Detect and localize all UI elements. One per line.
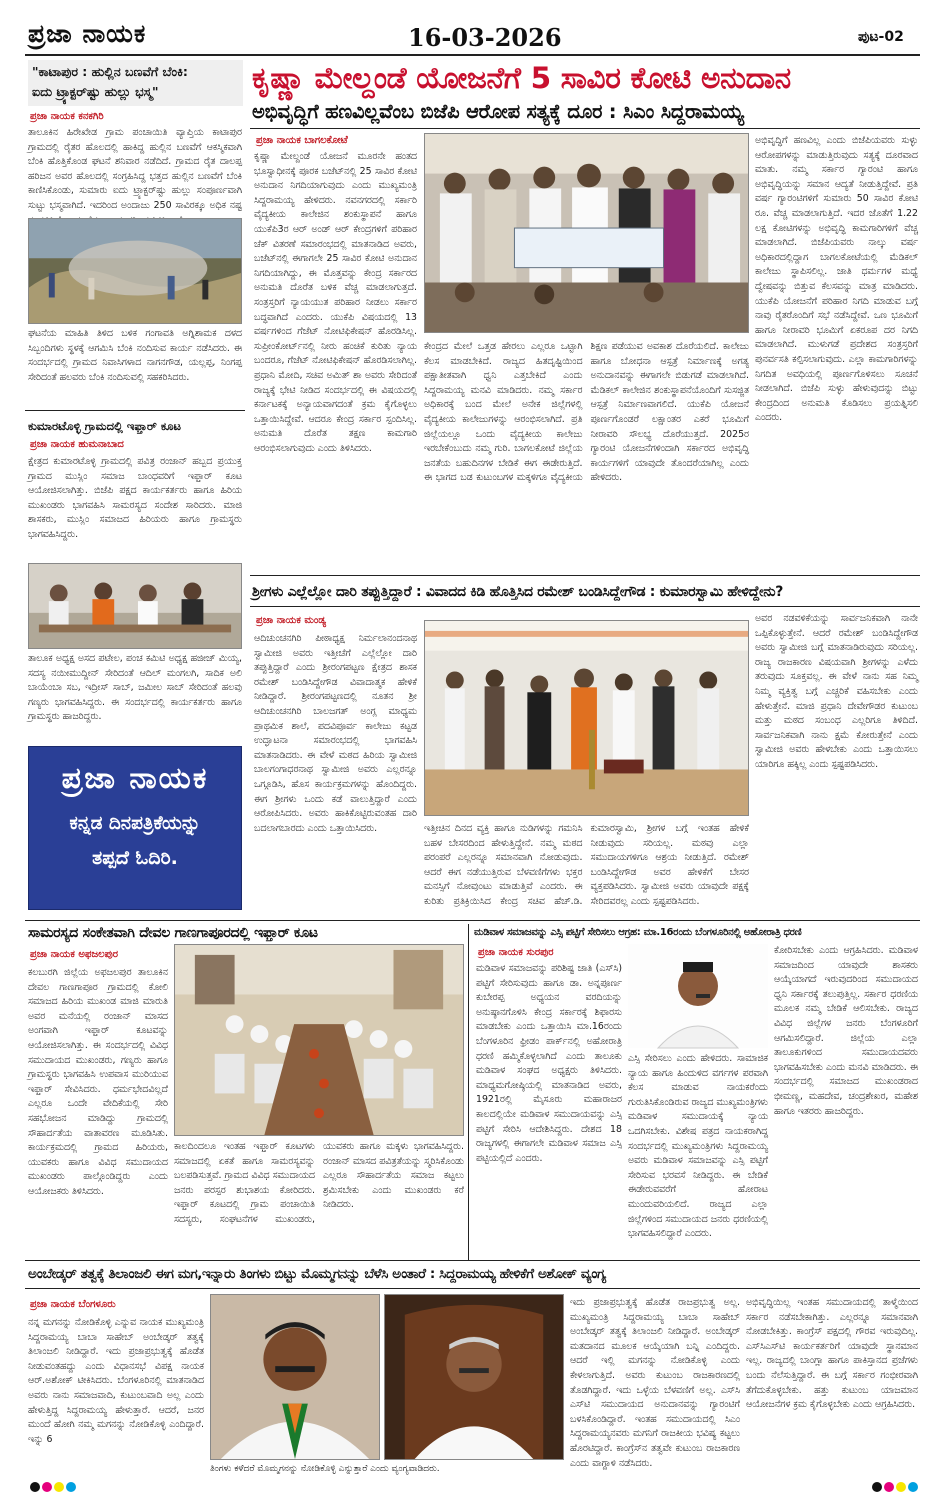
iftar-story-headline: ಕುಮಾರಟೊಳ್ಳಿ ಗ್ರಾಮದಲ್ಲಿ ಇಫ್ತಾರ್ ಕೂಟ [28, 419, 182, 433]
fire-photo [28, 218, 242, 324]
reg-dot-yellow [54, 1482, 64, 1492]
story4-headline: ಮಡಿವಾಳ ಸಮಾಜವನ್ನು ಎಸ್ಸಿ ಪಟ್ಟಿಗೆ ಸೇರಿಸಲು ಆಗ್ರಹ: ಮಾ.16ರಂದು ಬೆಂಗಳೂರಿನಲ್ಲಿ ಅಹೋರಾತ್ರಿ ಧರಣಿ [474, 927, 802, 938]
lead-subheadline: ಅಭಿವೃದ್ಧಿಗೆ ಹಣವಿಲ್ಲವೆಂಬ ಬಿಜೆಪಿ ಆರೋಪ ಸತ್ಯಕ್ಕೆ ದೂರ : ಸಿಎಂ ಸಿದ್ದರಾಮಯ್ಯ [252, 100, 744, 123]
story4-col2: ಎಸ್ಸಿ ಸೇರಿಸಲು ಎಂದು ಹೇಳಿದರು. ಸಾಮಾಜಿಕ ನ್ಯಾಯ ಹಾಗೂ ಹಿಂದುಳಿದ ವರ್ಗಗಳ ಪರವಾಗಿ ಕೆಲಸ ಮಾಡುವ ನಾಯಕರೆಂದು ಗುರುತಿಸಿಕೊಂಡಿರುವ ರಾಜ್ಯದ ಮುಖ್ಯಮಂತ್ರಿಗಳು ಮಡಿವಾಳ ಸಮುದಾಯಕ್ಕೆ ನ್ಯಾಯ ಒದಗಿಸಬೇಕು. ವಿಶೇಷ ಪತ್ರದ ನಾಯಕರಾಗಿದ್ದ ಸಂದರ್ಭದಲ್ಲಿ ಮುಖ್ಯಮಂತ್ರಿಗಳು ಸಿದ್ದರಾಮಯ್ಯ ಅವರು ಮಡಿವಾಳ ಸಮಾಜವನ್ನು ಎಸ್ಸಿ ಪಟ್ಟಿಗೆ ಸೇರಿಸುವ ಭರವಸೆ ನೀಡಿದ್ದರು. ಈ ಬೇಡಿಕೆ ಈಡೇರುವವರೆಗೆ ಹೋರಾಟ ಮುಂದುವರಿಯಲಿದೆ. ರಾಜ್ಯದ ಎಲ್ಲಾ ಜಿಲ್ಲೆಗಳಿಂದ ಸಮುದಾಯದ ಜನರು ಧರಣಿಯಲ್ಲಿ ಭಾಗವಹಿಸಲಿದ್ದಾರೆ ಎಂದರು. [628, 1053, 769, 1240]
fire-story-headline: "ಕಾಟಾಪುರ : ಹುಲ್ಲಿನ ಬಣವೆಗೆ ಬೆಂಕಿ: ಐದು ಟ್ರ್ಯಾಕ್ಟರ್‌ಷ್ಟು ಹುಲ್ಲು ಭಸ್ಮ" [28, 60, 243, 106]
reg-dot-cyan [908, 1482, 918, 1492]
lead-photo [424, 133, 749, 333]
story4-col3: ಕೋರಿಸಬೇಕು ಎಂದು ಆಗ್ರಹಿಸಿದರು. ಮಡಿವಾಳ ಸಮಾಜದಿಂದ ಯಾವುದೇ ಶಾಸಕರು ಆಯ್ಕೆಯಾಗದೆ ಇರುವುದರಿಂದ ಸಮುದಾಯದ ಧ್ವನಿ ಸರ್ಕಾರಕ್ಕೆ ತಲುಪುತ್ತಿಲ್ಲ. ಸರ್ಕಾರ ಧರಣಿಯ ಮೂಲಕ ನಮ್ಮ ಬೇಡಿಕೆ ಆಲಿಸಬೇಕು. ರಾಜ್ಯದ ವಿವಿಧ ಜಿಲ್ಲೆಗಳ ಜನರು ಬೆಂಗಳೂರಿಗೆ ಆಗಮಿಸಲಿದ್ದಾರೆ. ಜಿಲ್ಲೆಯ ಎಲ್ಲಾ ತಾಲೂಕುಗಳಿಂದ ಸಮುದಾಯದವರು ಭಾಗವಹಿಸಬೇಕು ಎಂದು ಮನವಿ ಮಾಡಿದರು. ಈ ಸಂದರ್ಭದಲ್ಲಿ ಸಮಾಜದ ಮುಖಂಡರಾದ ಭೀಮಣ್ಣ, ಮಹದೇವ, ಚಂದ್ರಶೇಖರ, ಮಹೇಶ ಹಾಗೂ ಇತರರು ಹಾಜರಿದ್ದರು. [774, 945, 918, 1117]
fire-story-body-cont: ಘಟನೆಯ ಮಾಹಿತಿ ತಿಳಿದ ಬಳಿಕ ಗಂಗಾವತಿ ಅಗ್ನಿಶಾಮಕ ದಳದ ಸಿಬ್ಬಂದಿಗಳು ಸ್ಥಳಕ್ಕೆ ಆಗಮಿಸಿ ಬೆಂಕಿ ನಂದಿಸುವ ಕಾರ್ಯ ನಡೆಸಿದರು. ಈ ಸಂದರ್ಭದಲ್ಲಿ ಗ್ರಾಮದ ನಿವಾಸಿಗಳಾದ ನಾಗನಗೌಡ, ಯಲ್ಲಪ್ಪ, ನಿಂಗಪ್ಪ ಸೇರಿದಂತೆ ಹಲವರು ಬೆಂಕಿ ನಂದಿಸುವಲ್ಲಿ ಸಹಕರಿಸಿದರು. [28, 328, 242, 383]
story4-photo [628, 944, 768, 1048]
reg-dot-yellow [896, 1482, 906, 1492]
reg-dot-black [872, 1482, 882, 1492]
fire-story-body: ತಾಲೂಕಿನ ಹಿರೇಖೇಡ ಗ್ರಾಮ ಪಂಚಾಯಿತಿ ವ್ಯಾಪ್ತಿಯ ಕಾಟಾಪುರ ಗ್ರಾಮದಲ್ಲಿ ರೈತರ ಹೊಲದಲ್ಲಿ ಹಾಕಿದ್ದ ಹುಲ್ಲಿನ ಬಣವೆಗೆ ಆಕಸ್ಮಿಕವಾಗಿ ಬೆಂಕಿ ಹೊತ್ತಿಕೊಂಡ ಘಟನೆ ಶನಿವಾರ ನಡೆದಿದೆ. ಗ್ರಾಮದ ರೈತ ದಾಲಪ್ಪ ಹರಿಜನ ಅವರ ಹೊಲದಲ್ಲಿ ಸಂಗ್ರಹಿಸಿದ್ದ ಭತ್ತದ ಹುಲ್ಲಿನ ಬಣವೆಗೆ ಬೆಂಕಿ ಕಾಣಿಸಿಕೊಂಡು, ಸುಮಾರು ಐದು ಟ್ರ್ಯಾಕ್ಟರ್‌ಷ್ಟು ಹುಲ್ಲು ಸಂಪೂರ್ಣವಾಗಿ ಸುಟ್ಟು ಭಸ್ಮವಾಗಿದೆ. ಇದರಿಂದ ಅಂದಾಜು 250 ಸಾವಿರಕ್ಕೂ ಅಧಿಕ ನಷ್ಟ [28, 127, 242, 211]
story2-byline: ಪ್ರಜಾ ನಾಯಕ ಮಂಡ್ಯ [256, 615, 327, 626]
promo-line2: ಕನ್ನಡ ದಿನಪತ್ರಿಕೆಯನ್ನು [69, 813, 201, 834]
masthead-bar [0, 0, 945, 54]
lead-col2: ಕೇಂದ್ರದ ಮೇಲೆ ಒತ್ತಡ ಹೇರಲು ಎಲ್ಲರೂ ಒಟ್ಟಾಗಿ ಕೆಲಸ ಮಾಡಬೇಕಿದೆ. ರಾಜ್ಯದ ಹಿತದೃಷ್ಟಿಯಿಂದ ಪಕ್ಷಾತೀತವಾಗಿ ಧ್ವನಿ ಎತ್ತಬೇಕಿದೆ ಎಂದು ಸಿದ್ದರಾಮಯ್ಯ ಮನವಿ ಮಾಡಿದರು. ನಮ್ಮ ಸರ್ಕಾರ ಅಧಿಕಾರಕ್ಕೆ ಬಂದ ಮೇಲೆ ಅನೇಕ ಜಿಲ್ಲೆಗಳಲ್ಲಿ ವೈದ್ಯಕೀಯ ಕಾಲೇಜುಗಳನ್ನು ಆರಂಭಿಸಲಾಗಿದೆ. ಪ್ರತಿ ಜಿಲ್ಲೆಯಲ್ಲೂ ಒಂದು ವೈದ್ಯಕೀಯ ಕಾಲೇಜು ಇರಬೇಕೆಂಬುದು ನಮ್ಮ ಗುರಿ. ಬಾಗಲಕೋಟೆ ಜಿಲ್ಲೆಯ ಜನತೆಯ ಬಹುದಿನಗಳ ಬೇಡಿಕೆ ಈಗ ಈಡೇರುತ್ತಿದೆ. ಈ ಭಾಗದ ಬಡ ಕುಟುಂಬಗಳ ಮಕ್ಕಳಿಗೂ ವೈದ್ಯಕೀಯ ಶಿಕ್ಷಣ ಪಡೆಯುವ ಅವಕಾಶ ದೊರೆಯಲಿದೆ. ಕಾಲೇಜು ಹಾಗೂ ಬೋಧನಾ ಆಸ್ಪತ್ರೆ ನಿರ್ಮಾಣಕ್ಕೆ ಅಗತ್ಯ ಅನುದಾನವನ್ನು ಈಗಾಗಲೇ ಬಿಡುಗಡೆ ಮಾಡಲಾಗಿದೆ. ಮೆಡಿಕಲ್ ಕಾಲೇಜಿನ ಶಂಕುಸ್ಥಾಪನೆಯೊಂದಿಗೆ ಸುಸಜ್ಜಿತ ಆಸ್ಪತ್ರೆ ನಿರ್ಮಾಣವಾಗಲಿದೆ. ಯುಕೆಪಿ ಯೋಜನೆ ಪೂರ್ಣಗೊಂಡರೆ ಲಕ್ಷಾಂತರ ಎಕರೆ ಭೂಮಿಗೆ ನೀರಾವರಿ ಸೌಲಭ್ಯ ದೊರೆಯುತ್ತದೆ. 2025ರ ಗ್ಯಾರಂಟಿ ಯೋಜನೆಗಳಿಂದಾಗಿ ಸರ್ಕಾರದ ಅಭಿವೃದ್ಧಿ ಕಾರ್ಯಗಳಿಗೆ ಯಾವುದೇ ತೊಂದರೆಯಾಗಿಲ್ಲ ಎಂದು ಹೇಳಿದರು. [424, 341, 749, 484]
reg-dot-magenta [884, 1482, 894, 1492]
story5-col1: ನನ್ನ ಮಗನನ್ನು ನೋಡಿಕೊಳ್ಳಿ ಎನ್ನುವ ನಾಯಕ ಮುಖ್ಯಮಂತ್ರಿ ಸಿದ್ದರಾಮಯ್ಯ ಬಾಬಾ ಸಾಹೇಬ್ ಅಂಬೇಡ್ಕರ್ ತತ್ವಕ್ಕೆ ತಿಲಾಂಜಲಿ ನೀಡಿದ್ದಾರೆ. ಇದು ಪ್ರಜಾಪ್ರಭುತ್ವಕ್ಕೆ ಹೊಡೆತ ನೀಡುವಂತಹದ್ದು ಎಂದು ವಿಧಾನಸಭೆ ವಿಪಕ್ಷ ನಾಯಕ ಆರ್.ಅಶೋಕ್ ಟೀಕಿಸಿದರು. ಬೆಂಗಳೂರಿನಲ್ಲಿ ಮಾತನಾಡಿದ ಅವರು ನಾನು ಸಮಾಜವಾದಿ, ಕುಟುಂಬವಾದಿ ಅಲ್ಲ ಎಂದು ಹೇಳುತ್ತಿದ್ದ ಸಿದ್ದರಾಮಯ್ಯ ಹೇಳುತ್ತಾರೆ. ಆದರೆ, ಜನರ ಮುಂದೆ ಹೋಗಿ ನಮ್ಮ ಮಗನನ್ನು ನೋಡಿಕೊಳ್ಳಿ ಎಂದಿದ್ದಾರೆ. ಇನ್ನು 6 [28, 1317, 204, 1445]
iftar-photo-left [28, 563, 242, 649]
story5-byline: ಪ್ರಜಾ ನಾಯಕ ಬೆಂಗಳೂರು [30, 1299, 116, 1310]
page-number: ಪುಟ-02 [858, 29, 904, 45]
story5-photo-caption: ತಿಂಗಳು ಕಳೆದರೆ ಮೊಮ್ಮಗನನ್ನು ನೋಡಿಕೊಳ್ಳಿ ಎನ್ನುತ್ತಾರೆ ಎಂದು ವ್ಯಂಗ್ಯವಾಡಿದರು. [210, 1464, 440, 1474]
story3-byline: ಪ್ರಜಾ ನಾಯಕ ಅಫಜಲಪುರ [30, 949, 118, 960]
fire-story-byline: ಪ್ರಜಾ ನಾಯಕ ಕನಕಗಿರಿ [30, 111, 104, 122]
paper-name: ಪ್ರಜಾ ನಾಯಕ [28, 19, 147, 48]
lead-col3: ಅಭಿವೃದ್ಧಿಗೆ ಹಣವಿಲ್ಲ ಎಂದು ಬಿಜೆಪಿಯವರು ಸುಳ್ಳು ಆರೋಪಗಳನ್ನು ಮಾಡುತ್ತಿರುವುದು ಸತ್ಯಕ್ಕೆ ದೂರವಾದ ಮಾತು. ನಮ್ಮ ಸರ್ಕಾರ ಗ್ಯಾರಂಟಿ ಹಾಗೂ ಅಭಿವೃದ್ಧಿಯನ್ನು ಸಮಾನ ಆದ್ಯತೆ ನೀಡುತ್ತಿದ್ದೇವೆ. ಪ್ರತಿ ವರ್ಷ ಗ್ಯಾರಂಟಿಗಳಿಗೆ ಸುಮಾರು 50 ಸಾವಿರ ಕೋಟಿ ರೂ. ವೆಚ್ಚ ಮಾಡಲಾಗುತ್ತಿದೆ. ಇದರ ಜೊತೆಗೆ 1.22 ಲಕ್ಷ ಕೋಟಿಗಳನ್ನು ಅಭಿವೃದ್ಧಿ ಕಾಮಗಾರಿಗಳಿಗೆ ವೆಚ್ಚ ಮಾಡಲಾಗಿದೆ. ಬಿಜೆಪಿಯವರು ನಾಲ್ಕು ವರ್ಷ ಅಧಿಕಾರದಲ್ಲಿದ್ದಾಗ ಬಾಗಲಕೋಟೆಯಲ್ಲಿ ಮೆಡಿಕಲ್ ಕಾಲೇಜು ಸ್ಥಾಪಿಸಲಿಲ್ಲ. ಜಾತಿ ಧರ್ಮಗಳ ಮಧ್ಯೆ ದ್ವೇಷವನ್ನು ಬಿತ್ತುವ ಕೆಲಸವನ್ನು ಮಾತ್ರ ಮಾಡಿದರು. ಯುಕೆಪಿ ಯೋಜನೆಗೆ ಪರಿಹಾರ ನಿಗದಿ ಮಾಡುವ ಬಗ್ಗೆ ನಾವು ರೈತರೊಂದಿಗೆ ಸಭೆ ನಡೆಸಿದ್ದೇವೆ. ಒಣ ಭೂಮಿಗೆ ಹಾಗೂ ನೀರಾವರಿ ಭೂಮಿಗೆ ಏಕರೂಪ ದರ ನಿಗದಿ ಮಾಡಲಾಗಿದೆ. ಮುಳುಗಡೆ ಪ್ರದೇಶದ ಸಂತ್ರಸ್ತರಿಗೆ ಪುನರ್ವಸತಿ ಕಲ್ಪಿಸಲಾಗುವುದು. ಎಲ್ಲಾ ಕಾಮಗಾರಿಗಳನ್ನು ನಿಗದಿತ ಅವಧಿಯಲ್ಲಿ ಪೂರ್ಣಗೊಳಿಸಲು ಸೂಚನೆ ನೀಡಲಾಗಿದೆ. ಬಿಜೆಪಿ ಸುಳ್ಳು ಹೇಳುವುದನ್ನು ಬಿಟ್ಟು ಕೇಂದ್ರದಿಂದ ಅನುಮತಿ ಕೊಡಿಸಲು ಪ್ರಯತ್ನಿಸಲಿ ಎಂದರು. [755, 135, 918, 424]
reg-dot-black [30, 1482, 40, 1492]
story3-photo [174, 944, 464, 1136]
story3-col2: ಕಾಲದಿಂದಲೂ ಇಂತಹ ಇಫ್ತಾರ್ ಕೂಟಗಳು ಸಮಾಜದಲ್ಲಿ ಏಕತೆ ಹಾಗೂ ಸಾಮರಸ್ಯವನ್ನು ಬಲಪಡಿಸುತ್ತವೆ. ಗ್ರಾಮದ ವಿವಿಧ ಸಮುದಾಯದ ಜನರು ಪರಸ್ಪರ ಶುಭಾಶಯ ಕೋರಿದರು. ಇಫ್ತಾರ್ ಕೂಟದಲ್ಲಿ ಗ್ರಾಮ ಪಂಚಾಯಿತಿ ಸದಸ್ಯರು, ಸಂಘಟನೆಗಳ ಮುಖಂಡರು, ಯುವಕರು ಹಾಗೂ ಮಕ್ಕಳು ಭಾಗವಹಿಸಿದ್ದರು. ರಂಜಾನ್ ಮಾಸದ ಪವಿತ್ರತೆಯನ್ನು ಸ್ಮರಿಸಿಕೊಂಡು ಎಲ್ಲರೂ ಸೌಹಾರ್ದತೆಯ ಸಮಾಜ ಕಟ್ಟಲು ಶ್ರಮಿಸಬೇಕು ಎಂದು ಮುಖಂಡರು ಕರೆ ನೀಡಿದರು. [174, 1141, 464, 1225]
story3-col1: ಕಲಬುರಗಿ ಜಿಲ್ಲೆಯ ಅಫಜಲಪುರ ತಾಲೂಕಿನ ದೇವಲ ಗಾಣಗಾಪೂರ ಗ್ರಾಮದಲ್ಲಿ ಕೋಲಿ ಸಮಾಜದ ಹಿರಿಯ ಮುಖಂಡ ಮಾಜಿ ಮಾರುತಿ ಅವರ ಮನೆಯಲ್ಲಿ ರಂಜಾನ್ ಮಾಸದ ಅಂಗವಾಗಿ ಇಫ್ತಾರ್ ಕೂಟವನ್ನು ಆಯೋಜಿಸಲಾಗಿತ್ತು. ಈ ಸಂದರ್ಭದಲ್ಲಿ ವಿವಿಧ ಸಮುದಾಯದ ಮುಖಂಡರು, ಗಣ್ಯರು ಹಾಗೂ ಗ್ರಾಮಸ್ಥರು ಭಾಗವಹಿಸಿ ಉಪವಾಸ ಮುರಿಯುವ ಇಫ್ತಾರ್ ಸೇವಿಸಿದರು. ಧರ್ಮಭೇದವಿಲ್ಲದೆ ಎಲ್ಲರೂ ಒಂದೇ ವೇದಿಕೆಯಲ್ಲಿ ಸೇರಿ ಸಹಭೋಜನ ಮಾಡಿದ್ದು ಗ್ರಾಮದಲ್ಲಿ ಸೌಹಾರ್ದತೆಯ ವಾತಾವರಣ ಮೂಡಿಸಿತು. ಕಾರ್ಯಕ್ರಮದಲ್ಲಿ ಗ್ರಾಮದ ಹಿರಿಯರು, ಯುವಕರು ಹಾಗೂ ವಿವಿಧ ಸಮುದಾಯದ ಮುಖಂಡರು ಪಾಲ್ಗೊಂಡಿದ್ದರು ಎಂದು ಆಯೋಜಕರು ತಿಳಿಸಿದರು. [28, 967, 168, 1197]
iftar-story-body-cont: ತಾಲೂಕ ಅಧ್ಯಕ್ಷ ಅಸದ ಪಟೇಲ, ಪಂಚ ಕಮಿಟಿ ಅಧ್ಯಕ್ಷ ಹಜೀಜ್ ಮಿಯ್ಯ, ಸದಸ್ಯ ನಯೀಮುದ್ದೀನ್ ಸೇರಿದಂತೆ ಆದಿಲ್ ಮಂಗಲಗಿ, ಸಾದಿಕ ಅಲಿ ಬಾಯೆಂಬಾ ಸಬ, ಇದ್ರೀಸ್ ಸಾಬ್, ಜಮೀಲ ಸಾಬ್ ಸೇರಿದಂತೆ ಹಲವು ಗಣ್ಯರು ಭಾಗವಹಿಸಿದ್ದರು. ಈ ಸಂದರ್ಭದಲ್ಲಿ ಕಾರ್ಯಕರ್ತರು ಹಾಗೂ ಗ್ರಾಮಸ್ಥರು ಹಾಜರಿದ್ದರು. [28, 653, 242, 723]
iftar-story-byline: ಪ್ರಜಾ ನಾಯಕ ಹುಮನಾಬಾದ [30, 439, 124, 450]
story5-col2: ಇದು ಪ್ರಜಾಪ್ರಭುತ್ವಕ್ಕೆ ಹೊಡೆತ ರಾಜಪ್ರಭುತ್ವ ಅಲ್ಲ. ಮುಖ್ಯಮಂತ್ರಿ ಸಿದ್ದರಾಮಯ್ಯ ಬಾಬಾ ಸಾಹೇಬ್ ಅಂಬೇಡ್ಕರ್ ತತ್ವಕ್ಕೆ ತಿಲಾಂಜಲಿ ನೀಡಿದ್ದಾರೆ. ಅಂಬೇಡ್ಕರ್ ಮತದಾನದ ಮೂಲಕ ಆಯ್ಕೆಯಾಗಿ ಬನ್ನಿ ಎಂದಿದ್ದರು. ಆದರೆ ಇಲ್ಲಿ ಮಗನನ್ನು ನೋಡಿಕೊಳ್ಳಿ ಎಂದು ಕೇಳಲಾಗುತ್ತಿದೆ. ಅವರು ಕುಟುಂಬ ರಾಜಕಾರಣದಲ್ಲಿ ತೊಡಗಿದ್ದಾರೆ. ಇದು ಒಳ್ಳೆಯ ಬೆಳವಣಿಗೆ ಅಲ್ಲ. ಎಸ್‌ಸಿ ಎಸ್‌ಟಿ ಸಮುದಾಯದ ಅನುದಾನವನ್ನು ಗ್ಯಾರಂಟಿಗೆ ಬಳಸಿಕೊಂಡಿದ್ದಾರೆ. ಇಂತಹ ಸಮುದಾಯದಲ್ಲಿ ಸಿಎಂ ಸಿದ್ದರಾಮಯ್ಯನವರು ಮಗನಿಗೆ ರಾಜಕೀಯ ಭವಿಷ್ಯ ಕಟ್ಟಲು ಹೊರಟಿದ್ದಾರೆ. ಕಾಂಗ್ರೆಸ್‌ನ ತತ್ವವೇ ಕುಟುಂಬ ರಾಜಕಾರಣ ಎಂದು ವಾಗ್ದಾಳಿ ನಡೆಸಿದರು. [570, 1297, 740, 1469]
lead-headline: ಕೃಷ್ಣಾ ಮೇಲ್ದಂಡೆ ಯೋಜನೆಗೆ 5 ಸಾವಿರ ಕೋಟಿ ಅನುದಾನ [252, 61, 791, 95]
lead-byline: ಪ್ರಜಾ ನಾಯಕ ಬಾಗಲಕೋಟೆ [256, 135, 348, 146]
issue-date: 16-03-2026 [408, 23, 562, 52]
story2-photo [424, 620, 749, 816]
color-registration-left [30, 1482, 76, 1492]
promo-title: ಪ್ರಜಾ ನಾಯಕ [61, 761, 209, 796]
ashok-photo [210, 1294, 380, 1460]
story4-col1: ಮಡಿವಾಳ ಸಮಾಜವನ್ನು ಪರಿಶಿಷ್ಟ ಜಾತಿ (ಎಸ್‌ಸಿ) ಪಟ್ಟಿಗೆ ಸೇರಿಸುವುದು ಹಾಗೂ ಡಾ. ಅನ್ನಪೂರ್ಣ ಕುಬೇರಪ್ಪ ಅಧ್ಯಯನ ವರದಿಯನ್ನು ಅನುಷ್ಠಾನಗೊಳಿಸಿ ಕೇಂದ್ರ ಸರ್ಕಾರಕ್ಕೆ ಶಿಫಾರಸು ಮಾಡಬೇಕು ಎಂದು ಒತ್ತಾಯಿಸಿ ಮಾ.16ರಂದು ಬೆಂಗಳೂರಿನ ಫ್ರೀಡಂ ಪಾರ್ಕ್‌ನಲ್ಲಿ ಅಹೋರಾತ್ರಿ ಧರಣಿ ಹಮ್ಮಿಕೊಳ್ಳಲಾಗಿದೆ ಎಂದು ತಾಲೂಕು ಮಡಿವಾಳ ಸಂಘದ ಅಧ್ಯಕ್ಷರು ತಿಳಿಸಿದರು. ಮಾಧ್ಯಮಗೋಷ್ಠಿಯಲ್ಲಿ ಮಾತನಾಡಿದ ಅವರು, 1921ರಲ್ಲಿ ಮೈಸೂರು ಮಹಾರಾಜರ ಕಾಲದಲ್ಲಿಯೇ ಮಡಿವಾಳ ಸಮುದಾಯವನ್ನು ಎಸ್ಸಿ ಪಟ್ಟಿಗೆ ಸೇರಿಸಿ ಆದೇಶಿಸಿದ್ದರು. ದೇಶದ 18 ರಾಜ್ಯಗಳಲ್ಲಿ ಈಗಾಗಲೇ ಮಡಿವಾಳ ಸಮಾಜ ಎಸ್ಸಿ ಪಟ್ಟಿಯಲ್ಲಿದೆ ಎಂದರು. [476, 963, 622, 1164]
story4-byline: ಪ್ರಜಾ ನಾಯಕ ಸುರಪುರ [478, 947, 554, 958]
story5-headline: ಅಂಬೇಡ್ಕರ್ ತತ್ವಕ್ಕೆ ತಿಲಾಂಜಲಿ ಈಗ ಮಗ,ಇನ್ನಾರು ತಿಂಗಳು ಬಿಟ್ಟು ಮೊಮ್ಮಗನನ್ನು ಬೆಳೆಸಿ ಅಂತಾರೆ : ಸಿದ್ದರಾಮಯ್ಯ ಹೇಳಿಕೆಗೆ ಅಶೋಕ್ ವ್ಯಂಗ್ಯ [28, 1266, 606, 1282]
story2-headline: ಶ್ರೀಗಳು ಎಲ್ಲೆಲ್ಲೋ ದಾರಿ ತಪ್ಪುತ್ತಿದ್ದಾರೆ : ವಿವಾದದ ಕಿಡಿ ಹೊತ್ತಿಸಿದ ರಮೇಶ್ ಬಂಡಿಸಿದ್ದೇಗೌಡ : ಕುಮಾರಸ್ವಾಮಿ ಹೇಳಿದ್ದೇನು? [252, 584, 784, 600]
color-registration-right [872, 1482, 918, 1492]
iftar-story-body: ಕ್ಷೇತ್ರದ ಕುಮಾರಟೊಳ್ಳಿ ಗ್ರಾಮದಲ್ಲಿ ಪವಿತ್ರ ರಂಜಾನ್ ಹಬ್ಬದ ಪ್ರಯುಕ್ತ ಗ್ರಾಮದ ಮುಸ್ಲಿಂ ಸಮಾಜ ಬಾಂಧವರಿಗೆ ಇಫ್ತಾರ್ ಕೂಟ ಆಯೋಜಿಸಲಾಗಿತ್ತು. ಬಿಜೆಪಿ ಪಕ್ಷದ ಕಾರ್ಯಕರ್ತರು ಹಾಗೂ ಹಿರಿಯ ಮುಖಂಡರು ಭಾಗವಹಿಸಿ ಸಾಮರಸ್ಯದ ಸಂದೇಶ ಸಾರಿದರು. ಮಾಜಿ ಶಾಸಕರು, ಮುಸ್ಲಿಂ ಸಮಾಜದ ಹಿರಿಯರು ಹಾಗೂ ಗ್ರಾಮಸ್ಥರು ಭಾಗವಹಿಸಿದ್ದರು. [28, 456, 242, 540]
siddaramaiah-photo [384, 1294, 564, 1460]
story3-headline: ಸಾಮರಸ್ಯದ ಸಂಕೇತವಾಗಿ ದೇವಲ ಗಾಣಗಾಪೂರದಲ್ಲಿ ಇಫ್ತಾರ್ ಕೂಟ [28, 925, 318, 941]
reg-dot-cyan [66, 1482, 76, 1492]
promo-box [28, 746, 242, 910]
story2-col2: ಇತ್ತೀಚಿನ ದಿನದ ವ್ಯಕ್ತಿ ಹಾಗೂ ನುಡಿಗಳನ್ನು ಗಮನಿಸಿ ಬಹಳ ಬೇಸರದಿಂದ ಹೇಳುತ್ತಿದ್ದೇನೆ. ನಮ್ಮ ಮಠದ ಪರಂಪರೆ ಎಲ್ಲರನ್ನೂ ಸಮಾನವಾಗಿ ನೋಡುವುದು. ಆದರೆ ಈಗ ನಡೆಯುತ್ತಿರುವ ಬೆಳವಣಿಗೆಗಳು ಭಕ್ತರ ಮನಸ್ಸಿಗೆ ನೋವುಂಟು ಮಾಡುತ್ತಿವೆ ಎಂದರು. ಈ ಕುರಿತು ಪ್ರತಿಕ್ರಿಯಿಸಿದ ಕೇಂದ್ರ ಸಚಿವ ಹೆಚ್.ಡಿ. ಕುಮಾರಸ್ವಾಮಿ, ಶ್ರೀಗಳ ಬಗ್ಗೆ ಇಂತಹ ಹೇಳಿಕೆ ನೀಡುವುದು ಸರಿಯಲ್ಲ. ಮಠವು ಎಲ್ಲಾ ಸಮುದಾಯಗಳಿಗೂ ಆಶ್ರಯ ನೀಡುತ್ತಿದೆ. ರಮೇಶ್ ಬಂಡಿಸಿದ್ದೇಗೌಡ ಅವರ ಹೇಳಿಕೆಗೆ ಬೇಸರ ವ್ಯಕ್ತಪಡಿಸಿದರು. ಸ್ವಾಮೀಜಿ ಅವರು ಯಾವುದೇ ಪಕ್ಷಕ್ಕೆ ಸೇರಿದವರಲ್ಲ ಎಂದು ಸ್ಪಷ್ಟಪಡಿಸಿದರು. [424, 823, 749, 907]
story2-col1: ಆದಿಚುಂಚನಗಿರಿ ಪೀಠಾಧ್ಯಕ್ಷ ನಿರ್ಮಲಾನಂದನಾಥ ಸ್ವಾಮೀಜಿ ಅವರು ಇತ್ತೀಚೆಗೆ ಎಲ್ಲೆಲ್ಲೋ ದಾರಿ ತಪ್ಪುತ್ತಿದ್ದಾರೆ ಎಂದು ಶ್ರೀರಂಗಪಟ್ಟಣ ಕ್ಷೇತ್ರದ ಶಾಸಕ ರಮೇಶ್ ಬಂಡಿಸಿದ್ದೇಗೌಡ ವಿವಾದಾತ್ಮಕ ಹೇಳಿಕೆ ನೀಡಿದ್ದಾರೆ. ಶ್ರೀರಂಗಪಟ್ಟಣದಲ್ಲಿ ನೂತನ ಶ್ರೀ ಆದಿಚುಂಚನಗಿರಿ ಬಾಲಜಗತ್ ಅಂಗ್ಲ ಮಾಧ್ಯಮ ಪ್ರಾಥಮಿಕ ಶಾಲೆ, ಪದವಿಪೂರ್ವ ಕಾಲೇಜು ಕಟ್ಟಡ ಉದ್ಘಾಟನಾ ಸಮಾರಂಭದಲ್ಲಿ ಭಾಗವಹಿಸಿ ಮಾತನಾಡಿದರು. ಈ ವೇಳೆ ಮಠದ ಹಿರಿಯ ಸ್ವಾಮೀಜಿ ಬಾಲಗಂಗಾಧರನಾಥ ಸ್ವಾಮೀಜಿ ಅವರು ಎಲ್ಲರನ್ನೂ ಒಗ್ಗೂಡಿಸಿ, ಹೊಸ ಕಾರ್ಯಕ್ರಮಗಳನ್ನು ಹೊಂದಿದ್ದರು. ಈಗ ಶ್ರೀಗಳು ಒಂದು ಕಡೆ ವಾಲುತ್ತಿದ್ದಾರೆ ಎಂದು ಆರೋಪಿಸಿದರು. ಅವರು ಹಾಕಿಕೊಟ್ಟಿರುವಂತಹ ದಾರಿ ಬದಲಾಗಬಾರದು ಎಂದು ಒತ್ತಾಯಿಸಿದರು. [254, 633, 417, 834]
story5-col3: ಅಭಿವೃದ್ಧಿಯಿಲ್ಲ ಇಂತಹ ಸಮುದಾಯದಲ್ಲಿ ತಾಳ್ಮೆಯಿಂದ ಸರ್ಕಾರ ನಡೆಸಬೇಕಾಗಿತ್ತು. ಎಲ್ಲರನ್ನೂ ಸಮಾನವಾಗಿ ನೋಡಬೇಕಿತ್ತು. ಕಾಂಗ್ರೆಸ್ ಪಕ್ಷದಲ್ಲಿ ಗೌರವ ಇರುವುದಿಲ್ಲ. ಎಸ್‌ಸಿಎಸ್‌ಟಿ ಕಾರ್ಯಕರ್ತರಿಗೆ ಯಾವುದೇ ಸ್ಥಾನಮಾನ ಇಲ್ಲ. ರಾಜ್ಯದಲ್ಲಿ ಬಾಂಗ್ಲಾ ಹಾಗೂ ಪಾಕಿಸ್ತಾನದ ಪ್ರಜೆಗಳು ಬಂದು ನೆಲೆಸುತ್ತಿದ್ದಾರೆ. ಈ ಬಗ್ಗೆ ಸರ್ಕಾರ ಗಂಭೀರವಾಗಿ ತೆಗೆದುಕೊಳ್ಳಬೇಕು. ಹತ್ತು ಕುಟುಂಬ ಯಾಜಮಾನ ಆಯೋಜನೆಗಳ ಕ್ರಮ ಕೈಗೊಳ್ಳಬೇಕು ಎಂದು ಆಗ್ರಹಿಸಿದರು. [746, 1297, 918, 1411]
reg-dot-magenta [42, 1482, 52, 1492]
promo-line3: ತಪ್ಪದೆ ಓದಿರಿ. [92, 847, 178, 869]
lead-col1: ಕೃಷ್ಣಾ ಮೇಲ್ದಂಡೆ ಯೋಜನೆ ಮೂರನೇ ಹಂತದ ಭೂಸ್ವಾಧೀನಕ್ಕೆ ಪೂರಕ ಬಜೆಟ್‌ನಲ್ಲಿ 25 ಸಾವಿರ ಕೋಟಿ ಅನುದಾನ ನಿಗದಿಯಾಗುವುದು ಎಂದು ಮುಖ್ಯಮಂತ್ರಿ ಸಿದ್ದರಾಮಯ್ಯ ಹೇಳಿದರು. ನವನಗರದಲ್ಲಿ ಸರ್ಕಾರಿ ವೈದ್ಯಕೀಯ ಕಾಲೇಜಿನ ಶಂಕುಸ್ಥಾಪನೆ ಹಾಗೂ ಯುಕೆಪಿ3ರ ಆರ್ ಅಂಡ್ ಆರ್ ಕೇಂದ್ರಗಳಿಗೆ ಪರಿಹಾರ ಚೆಕ್ ವಿತರಣೆ ಸಮಾರಂಭದಲ್ಲಿ ಮಾತನಾಡಿದ ಅವರು, ಬಜೆಟ್‌ನಲ್ಲಿ ಈಗಾಗಲೇ 25 ಸಾವಿರ ಕೋಟಿ ಅನುದಾನ ನಿಗದಿಯಾಗಿದ್ದು, ಈ ಮೊತ್ತವನ್ನು ಕೇಂದ್ರ ಸರ್ಕಾರದ ಅನುಮತಿ ದೊರೆತ ಬಳಿಕ ವೆಚ್ಚ ಮಾಡಲಾಗುತ್ತದೆ. ಸಂತ್ರಸ್ತರಿಗೆ ನ್ಯಾಯಯುತ ಪರಿಹಾರ ನೀಡಲು ಸರ್ಕಾರ ಬದ್ಧವಾಗಿದೆ ಎಂದರು. ಯುಕೆಪಿ ವಿಷಯದಲ್ಲಿ 13 ವರ್ಷಗಳಿಂದ ಗೆಜೆಟ್ ನೋಟಿಫಿಕೇಷನ್ ಹೊರಡಿಸಿಲ್ಲ. ಸುಪ್ರೀಂಕೋರ್ಟ್‌ನಲ್ಲಿ ನೀರು ಹಂಚಿಕೆ ಕುರಿತು ನ್ಯಾಯ ಬಂದರೂ, ಗೆಜೆಟ್ ನೋಟಿಫಿಕೇಷನ್ ಹೊರಡಿಸಲಾಗಿಲ್ಲ. ಪ್ರಧಾನಿ ಮೋದಿ, ಸಚಿವ ಅಮಿತ್ ಶಾ ಅವರು ಸೇರಿದಂತೆ ರಾಜ್ಯಕ್ಕೆ ಭೇಟಿ ನೀಡಿದ ಸಂದರ್ಭದಲ್ಲಿ ಈ ವಿಷಯದಲ್ಲಿ ಕರ್ನಾಟಕಕ್ಕೆ ಅನ್ಯಾಯವಾಗದಂತೆ ಕ್ರಮ ಕೈಗೊಳ್ಳಲು ಒತ್ತಾಯಿಸಿದ್ದೇವೆ. ಆದರೂ ಕೇಂದ್ರ ಸರ್ಕಾರ ಸ್ಪಂದಿಸಿಲ್ಲ. ಅನುಮತಿ ದೊರೆತ ತಕ್ಷಣ ಕಾಮಗಾರಿ ಆರಂಭಿಸಲಾಗುವುದು ಎಂದು ತಿಳಿಸಿದರು. [254, 151, 417, 454]
story2-col3: ಅವರ ನಡವಳಿಕೆಯನ್ನು ಸಾರ್ವಜನಿಕವಾಗಿ ನಾನೇ ಒಪ್ಪಿಕೊಳ್ಳುತ್ತೇನೆ. ಆದರೆ ರಮೇಶ್ ಬಂಡಿಸಿದ್ದೇಗೌಡ ಅವರು ಸ್ವಾಮೀಜಿ ಬಗ್ಗೆ ಮಾತನಾಡಿರುವುದು ಸರಿಯಲ್ಲ. ರಾಜ್ಯ ರಾಜಕಾರಣ ವಿಷಯವಾಗಿ ಶ್ರೀಗಳನ್ನು ಎಳೆದು ತರುವುದು ಸೂಕ್ತವಲ್ಲ. ಈ ವೇಳೆ ನಾನು ಸಹ ನಿಮ್ಮ ನಿಮ್ಮ ವ್ಯಕ್ತಿತ್ವ ಬಗ್ಗೆ ಎಚ್ಚರಿಕೆ ವಹಿಸಬೇಕು ಎಂದು ಹೇಳುತ್ತೇನೆ. ಮಾಜಿ ಪ್ರಧಾನಿ ದೇವೇಗೌಡರ ಕುಟುಂಬ ಮತ್ತು ಮಠದ ಸಂಬಂಧ ಎಲ್ಲರಿಗೂ ತಿಳಿದಿದೆ. ಸಾರ್ವಜನಿಕವಾಗಿ ನಾನು ಕ್ಷಮೆ ಕೋರುತ್ತೇನೆ ಎಂದು ಸ್ವಾಮೀಜಿ ಅವರು ಹೇಳಬೇಕು ಎಂದು ಒತ್ತಾಯಿಸಲು ಯಾರಿಗೂ ಹಕ್ಕಿಲ್ಲ ಎಂದು ಸ್ಪಷ್ಟಪಡಿಸಿದರು. [755, 613, 918, 770]
